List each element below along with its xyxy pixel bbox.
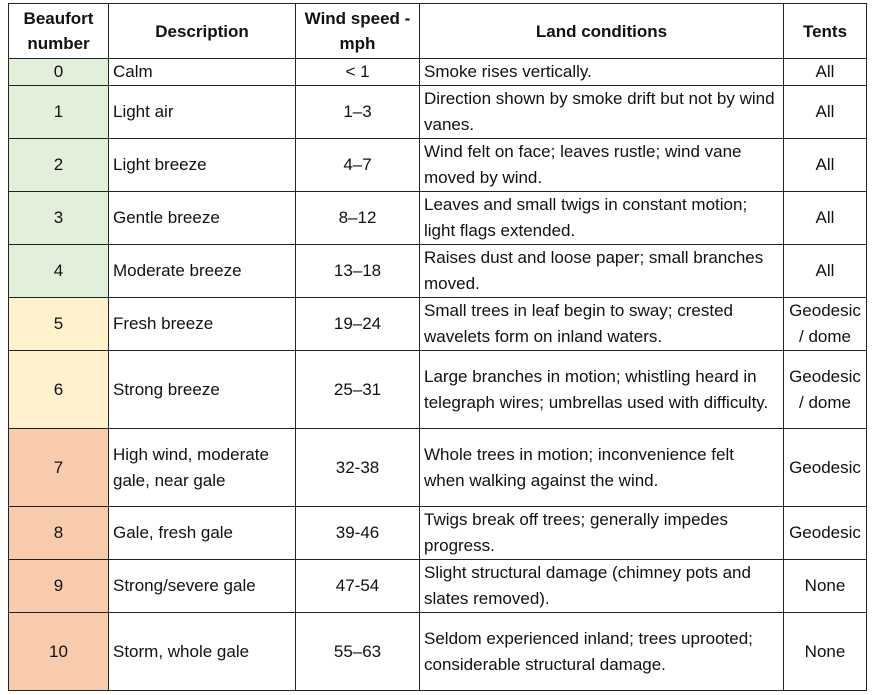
wind-speed: 25–31 bbox=[296, 351, 420, 429]
tents-value: All bbox=[784, 86, 867, 139]
land-conditions: Whole trees in motion; inconvenience felt when walking against the wind. bbox=[420, 429, 784, 507]
beaufort-number: 6 bbox=[9, 351, 109, 429]
table-row bbox=[9, 560, 867, 613]
wind-speed: 13–18 bbox=[296, 245, 420, 298]
wind-speed: 1–3 bbox=[296, 86, 420, 139]
table-row bbox=[9, 507, 867, 560]
land-conditions: Direction shown by smoke drift but not by wind vanes. bbox=[420, 86, 784, 139]
wind-speed: < 1 bbox=[296, 59, 420, 86]
wind-description: Fresh breeze bbox=[109, 298, 296, 351]
header-speed: Wind speed - mph bbox=[296, 4, 420, 59]
wind-speed: 47-54 bbox=[296, 560, 420, 613]
tents-value: All bbox=[784, 139, 867, 192]
land-conditions: Raises dust and loose paper; small branches moved. bbox=[420, 245, 784, 298]
land-conditions: Leaves and small twigs in constant motion; light flags extended. bbox=[420, 192, 784, 245]
wind-speed: 4–7 bbox=[296, 139, 420, 192]
tents-value: Geodesic / dome bbox=[784, 298, 867, 351]
header-description: Description bbox=[109, 4, 296, 59]
table-row bbox=[9, 429, 867, 507]
wind-description: Strong/severe gale bbox=[109, 560, 296, 613]
wind-description: Light breeze bbox=[109, 139, 296, 192]
table-row bbox=[9, 59, 867, 86]
header-tents: Tents bbox=[784, 4, 867, 59]
tents-value: Geodesic / dome bbox=[784, 351, 867, 429]
table-row bbox=[9, 139, 867, 192]
beaufort-number: 4 bbox=[9, 245, 109, 298]
wind-speed: 19–24 bbox=[296, 298, 420, 351]
wind-description: Light air bbox=[109, 86, 296, 139]
tents-value: All bbox=[784, 245, 867, 298]
tents-value: Geodesic bbox=[784, 429, 867, 507]
wind-description: Gentle breeze bbox=[109, 192, 296, 245]
beaufort-number: 8 bbox=[9, 507, 109, 560]
wind-speed: 39-46 bbox=[296, 507, 420, 560]
land-conditions: Wind felt on face; leaves rustle; wind vane moved by wind. bbox=[420, 139, 784, 192]
land-conditions: Large branches in motion; whistling heard in telegraph wires; umbrellas used with difficulty. bbox=[420, 351, 784, 429]
wind-description: Calm bbox=[109, 59, 296, 86]
table-row bbox=[9, 298, 867, 351]
wind-speed: 55–63 bbox=[296, 613, 420, 691]
wind-speed: 32-38 bbox=[296, 429, 420, 507]
land-conditions: Twigs break off trees; generally impedes progress. bbox=[420, 507, 784, 560]
table-row bbox=[9, 192, 867, 245]
tents-value: Geodesic bbox=[784, 507, 867, 560]
table-row bbox=[9, 245, 867, 298]
beaufort-number: 3 bbox=[9, 192, 109, 245]
beaufort-number: 10 bbox=[9, 613, 109, 691]
beaufort-number: 9 bbox=[9, 560, 109, 613]
wind-description: Gale, fresh gale bbox=[109, 507, 296, 560]
land-conditions: Slight structural damage (chimney pots and slates removed). bbox=[420, 560, 784, 613]
beaufort-table bbox=[8, 3, 867, 691]
table-row bbox=[9, 351, 867, 429]
beaufort-number: 0 bbox=[9, 59, 109, 86]
tents-value: None bbox=[784, 560, 867, 613]
beaufort-number: 2 bbox=[9, 139, 109, 192]
beaufort-number: 1 bbox=[9, 86, 109, 139]
wind-description: Storm, whole gale bbox=[109, 613, 296, 691]
header-row bbox=[9, 4, 867, 59]
land-conditions: Smoke rises vertically. bbox=[420, 59, 784, 86]
header-number: Beaufort number bbox=[9, 4, 109, 59]
wind-description: Moderate breeze bbox=[109, 245, 296, 298]
wind-speed: 8–12 bbox=[296, 192, 420, 245]
table-row bbox=[9, 86, 867, 139]
wind-description: Strong breeze bbox=[109, 351, 296, 429]
wind-description: High wind, moderate gale, near gale bbox=[109, 429, 296, 507]
beaufort-number: 7 bbox=[9, 429, 109, 507]
tents-value: None bbox=[784, 613, 867, 691]
tents-value: All bbox=[784, 59, 867, 86]
tents-value: All bbox=[784, 192, 867, 245]
header-land: Land conditions bbox=[420, 4, 784, 59]
beaufort-number: 5 bbox=[9, 298, 109, 351]
table-row bbox=[9, 613, 867, 691]
land-conditions: Seldom experienced inland; trees uprooted; considerable structural damage. bbox=[420, 613, 784, 691]
land-conditions: Small trees in leaf begin to sway; crested wavelets form on inland waters. bbox=[420, 298, 784, 351]
